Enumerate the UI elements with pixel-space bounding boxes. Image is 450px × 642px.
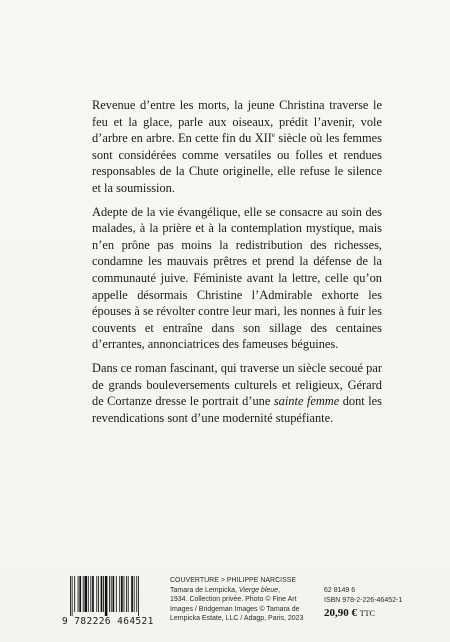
credit-line [170,586,330,596]
barcode-bar [103,576,104,612]
barcode-bar [96,576,97,612]
barcode-bar [101,576,103,612]
isbn: ISBN 978-2-226-46452-1 [324,597,403,604]
credit-text: Tamara de Lempicka, [170,586,239,594]
price-value: 20,90 € [324,607,357,619]
barcode-bars [70,576,162,616]
blurb [92,97,382,433]
blurb-paragraph-1 [92,97,382,197]
barcode-bar [70,576,71,616]
barcode-bar [88,576,89,612]
credit-line: COUVERTURE > PHILIPPE NARCISSE [170,577,297,584]
credit-line: Images / Bridgeman Images © Tamara de [170,605,300,613]
blurb-text: Revenue d’entre les morts, la jeune Christina traverse le feu et la glace, parle aux oiseaux, prédit l’avenir, vole d’arbre en arbre. En cette fin du XII [92,98,382,146]
blurb-paragraph-3 [92,360,382,426]
barcode-bar [111,576,112,612]
barcode [62,572,166,628]
barcode-bar [136,576,137,612]
blurb-paragraph-2: Adepte de la vie évangélique, elle se consacre au soin des malades, à la prière et à la contemplation mystique, mais n’en prône pas moins la redistribution des richesses, condamne les mauvais prêtres et prend la défense de la communauté juive. Féministe avant la lettre, celle qu’on appelle désormais Christine l’Admirable exhorte les épouses à se révolter contre leur mari, les nonnes à fuir les couvents et entraîne dans son sillage des centaines d’errantes, annonciatrices des fameuses béguines. [92,204,382,352]
barcode-bar [138,576,139,616]
barcode-bar [72,576,73,616]
barcode-bar [98,576,99,612]
barcode-bar [126,576,127,612]
barcode-bar [83,576,84,612]
cover-credits [170,576,330,624]
barcode-bar [131,576,133,612]
barcode-bar [119,576,120,612]
price [324,608,434,619]
barcode-bar [84,576,87,612]
product-code: 62 8149 6 [324,587,356,594]
barcode-bar [124,576,125,612]
price-suffix: TTC [359,609,375,618]
barcode-bar [109,576,110,612]
barcode-digits: 9 782226 464521 [62,616,154,627]
barcode-bar [79,576,81,612]
blurb-text: siècle où les femmes sont considérées comme versatiles ou folles et rendues responsables de la Chute originelle, elle refuse le silence et la soumission. [92,131,382,195]
italic-phrase: sainte femme [273,394,340,409]
artwork-title: Vierge bleue [238,586,279,594]
century-superscript: e [271,131,276,140]
barcode-bar [121,576,123,612]
barcode-bar [74,576,75,612]
barcode-bar [128,576,129,612]
blurb-text: Dans ce roman fascinant, qui traverse un siècle secoué par de grands bouleversements culturels et religieux, Gérard de Cortanze dresse le portrait d’une [92,360,382,409]
barcode-bar [116,576,117,612]
barcode-bar [134,576,135,612]
credit-line: Lempicka Estate, LLC / Adagp, Paris, 2023 [170,615,304,623]
barcode-bar [90,576,91,612]
barcode-bar [113,576,115,612]
barcode-bar [105,576,108,616]
credit-text: , [278,586,281,594]
blurb-text: dont les revendications sont d’une modernité stupéfiante. [92,394,382,425]
credit-line: 1934. Collection privée. Photo © Fine Art [170,596,297,604]
barcode-bar [78,576,79,612]
barcode-bar [92,576,94,612]
book-info [324,586,434,619]
